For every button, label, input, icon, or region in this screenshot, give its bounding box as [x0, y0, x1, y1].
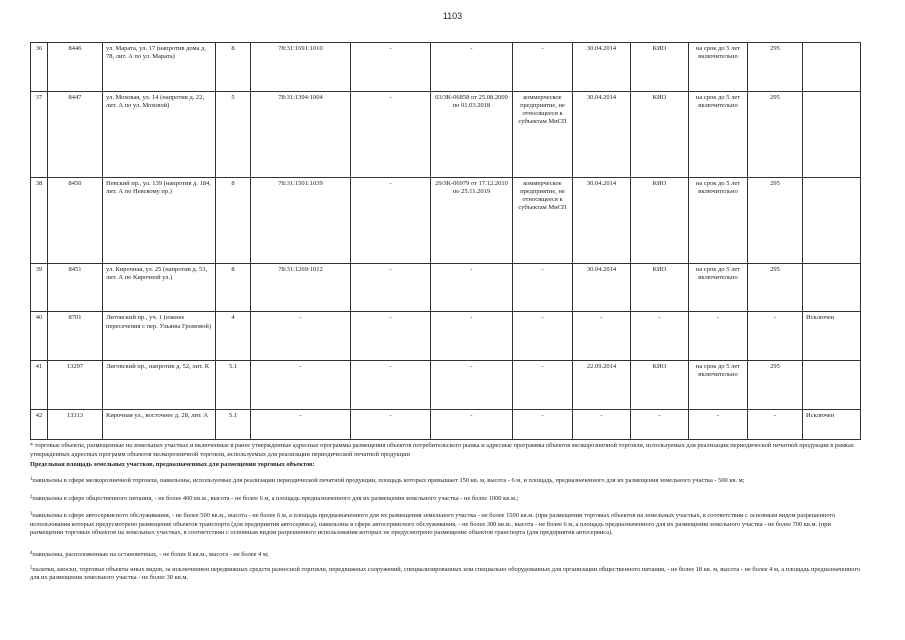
cell-address: Невский пр., ул. 139 (напротив д. 184, лит. А по Невскому пр.): [103, 177, 216, 263]
cell-c6: -: [351, 263, 431, 312]
cell-contract: -: [431, 43, 513, 92]
footnote-5: [30, 566, 865, 583]
cell-use: коммерческое предприятие, не относящееся к субъектам МиСП: [513, 91, 573, 177]
cell-id: 8451: [48, 263, 103, 312]
cell-use: -: [513, 312, 573, 361]
cell-code: -: [251, 312, 351, 361]
cell-contract: 29/ЗК-06979 от 17.12.2010 по 25.11.2019: [431, 177, 513, 263]
cell-authority: КИО: [631, 361, 689, 410]
cell-date: -: [573, 312, 631, 361]
cell-authority: КИО: [631, 177, 689, 263]
cell-address: Кирочная ул., восточнее д. 28, лит. А: [103, 409, 216, 439]
footnotes: [30, 442, 865, 583]
cell-num: 38: [31, 177, 48, 263]
cell-c6: -: [351, 91, 431, 177]
registry-table: [30, 42, 861, 440]
footnote-text: палатки, киоски, торговые объекты иных видов, за исключением передвижных средств разносной торговли, передвижных сооружений, специализированных или специально оборудованных для организации общественного питания, - не более 18 кв. м, высота - не более 4 м, а площадь предназначенного для их размещения земельного участка - не более 30 кв.м.: [30, 565, 861, 582]
cell-qty: 4: [216, 312, 251, 361]
cell-contract: -: [431, 409, 513, 439]
cell-area: 295: [748, 177, 803, 263]
table-row: [31, 409, 861, 439]
cell-term: на срок до 5 лет включительно: [689, 91, 748, 177]
cell-date: -: [573, 409, 631, 439]
footnote-mark: 5: [30, 565, 33, 571]
cell-num: 39: [31, 263, 48, 312]
cell-date: 22.09.2014: [573, 361, 631, 410]
cell-authority: КИО: [631, 43, 689, 92]
cell-code: 78:31:1501:1039: [251, 177, 351, 263]
cell-use: -: [513, 263, 573, 312]
cell-note: [803, 263, 861, 312]
footnote-4: [30, 551, 865, 560]
cell-date: 30.04.2014: [573, 263, 631, 312]
cell-qty: 8: [216, 263, 251, 312]
cell-authority: КИО: [631, 91, 689, 177]
cell-num: 37: [31, 91, 48, 177]
cell-authority: КИО: [631, 263, 689, 312]
cell-use: -: [513, 361, 573, 410]
cell-note: [803, 43, 861, 92]
footnote-title: Предельная площадь земельных участков, предназначенных для размещения торговых объектов:: [30, 461, 315, 469]
cell-id: 8450: [48, 177, 103, 263]
cell-note: [803, 361, 861, 410]
cell-id: 13313: [48, 409, 103, 439]
cell-date: 30.04.2014: [573, 91, 631, 177]
table-row: [31, 43, 861, 92]
cell-term: -: [689, 312, 748, 361]
cell-c6: -: [351, 177, 431, 263]
footnote-2: [30, 495, 865, 504]
cell-c6: -: [351, 43, 431, 92]
footnote-mark: 2: [30, 494, 33, 500]
cell-term: на срок до 5 лет включительно: [689, 361, 748, 410]
cell-use: коммерческое предприятие, не относящееся к субъектам МиСП: [513, 177, 573, 263]
cell-num: 36: [31, 43, 48, 92]
footnote-mark: 4: [30, 551, 33, 557]
cell-code: -: [251, 361, 351, 410]
cell-id: 8446: [48, 43, 103, 92]
cell-authority: -: [631, 312, 689, 361]
cell-id: 8447: [48, 91, 103, 177]
table-row: [31, 361, 861, 410]
cell-c6: -: [351, 312, 431, 361]
cell-code: 78:31:1691:1010: [251, 43, 351, 92]
footnote-text: павильоны, расположенные на остановочных, - не более 8 кв.м., высота - не более 4 м;: [32, 551, 269, 559]
cell-note: [803, 177, 861, 263]
cell-contract: -: [431, 263, 513, 312]
cell-area: -: [748, 312, 803, 361]
cell-contract: -: [431, 312, 513, 361]
cell-code: 78:31:1394:1004: [251, 91, 351, 177]
cell-qty: 8: [216, 177, 251, 263]
cell-address: ул. Марата, ул. 17 (напротив дома д. 78, лит. А по ул. Марата): [103, 43, 216, 92]
cell-note: [803, 91, 861, 177]
table-row: [31, 91, 861, 177]
cell-use: -: [513, 409, 573, 439]
footnote-asterisk: * торговые объекты, размещенные на земельных участках и включенные в ранее утвержденные адресные программы размещения объектов потребительского рынка и адресные программы объектов мелкорозничной торговли, используемых для реализации периодической печатной продукции в рамках утвержденных адресных программ объектов мелкорозничной торговли, используемых для реализации периодической печатной продукции: [30, 442, 854, 458]
cell-authority: -: [631, 409, 689, 439]
footnote-text: павильоны в сфере мелкорозничной торговли, павильоны, используемые для реализации периодической печатной продукции, площадь которых превышает 150 кв. м, высота - 6 м, и площадь, предназначенного для их размещения земельного участка - 500 кв. м;: [32, 476, 745, 484]
cell-date: 30.04.2014: [573, 43, 631, 92]
cell-use: -: [513, 43, 573, 92]
cell-num: 41: [31, 361, 48, 410]
cell-note: Исключен: [803, 312, 861, 361]
cell-id: 8701: [48, 312, 103, 361]
cell-c6: -: [351, 361, 431, 410]
table-row: [31, 263, 861, 312]
cell-term: на срок до 5 лет включительно: [689, 177, 748, 263]
footnote-3: [30, 512, 865, 538]
cell-term: на срок до 5 лет включительно: [689, 263, 748, 312]
footnote-mark: 1: [30, 476, 33, 482]
cell-num: 42: [31, 409, 48, 439]
cell-qty: 5.1: [216, 409, 251, 439]
cell-qty: 5.1: [216, 361, 251, 410]
cell-date: 30.04.2014: [573, 177, 631, 263]
cell-area: 295: [748, 43, 803, 92]
footnote-text: павильоны в сфере общественного питания, - не более 400 кв.м., высота - не более 6 м, а площадь предназначенного для их размещения земельного участка - не более 1000 кв.м.;: [32, 494, 519, 502]
cell-address: ул. Моховая, ул. 14 (напротив д. 22, лит. А по ул. Моховой): [103, 91, 216, 177]
cell-note: Исключен: [803, 409, 861, 439]
cell-term: на срок до 5 лет включительно: [689, 43, 748, 92]
cell-address: Литовский пр., уч. 1 (южнее пересечения с пер. Ульяны Громовой): [103, 312, 216, 361]
footnote-mark: 3: [30, 512, 33, 518]
registry-body: [31, 43, 861, 440]
cell-area: -: [748, 409, 803, 439]
footnote-1: [30, 477, 865, 486]
cell-qty: 8: [216, 43, 251, 92]
cell-address: ул. Кирочная, ул. 25 (напротив д. 53, лит. А по Кирочной ул.): [103, 263, 216, 312]
table-row: [31, 312, 861, 361]
cell-num: 40: [31, 312, 48, 361]
cell-area: 295: [748, 91, 803, 177]
cell-contract: -: [431, 361, 513, 410]
page-number: 1103: [442, 11, 463, 21]
cell-code: -: [251, 409, 351, 439]
cell-c6: -: [351, 409, 431, 439]
cell-address: Лиговский пр., напротив д. 52, лит. К: [103, 361, 216, 410]
cell-id: 13297: [48, 361, 103, 410]
cell-area: 295: [748, 361, 803, 410]
cell-qty: 5: [216, 91, 251, 177]
cell-area: 295: [748, 263, 803, 312]
cell-code: 78:31:1269:1012: [251, 263, 351, 312]
table-row: [31, 177, 861, 263]
footnote-text: павильоны в сфере автосервисного обслуживания, - не более 500 кв.м., высота - не более 6 м, а площадь предназначенного для их размещения земельного участка - не более 1500 кв.м. (при размещении торговых объектов на земельных участках, в соответствии с основным видом разрешенного использования которых предусмотрено размещение объектов транспорта (для предприятия автосервиса), павильоны в сфере автосервисного обслуживания, - не более 300 кв.м., высота - не более 6 м, а площадь предназначенного для их размещения земельного участка - не более 700 кв.м. (при размещении торговых объектов на земельных участках, в соответствии с основным видом разрешенного использования которых не предусмотрено размещение объектов транспорта (для предприятия автосервиса).: [30, 512, 836, 537]
cell-contract: 03/ЗК-06858 от 25.08.2009 по 01.03.2018: [431, 91, 513, 177]
cell-term: -: [689, 409, 748, 439]
